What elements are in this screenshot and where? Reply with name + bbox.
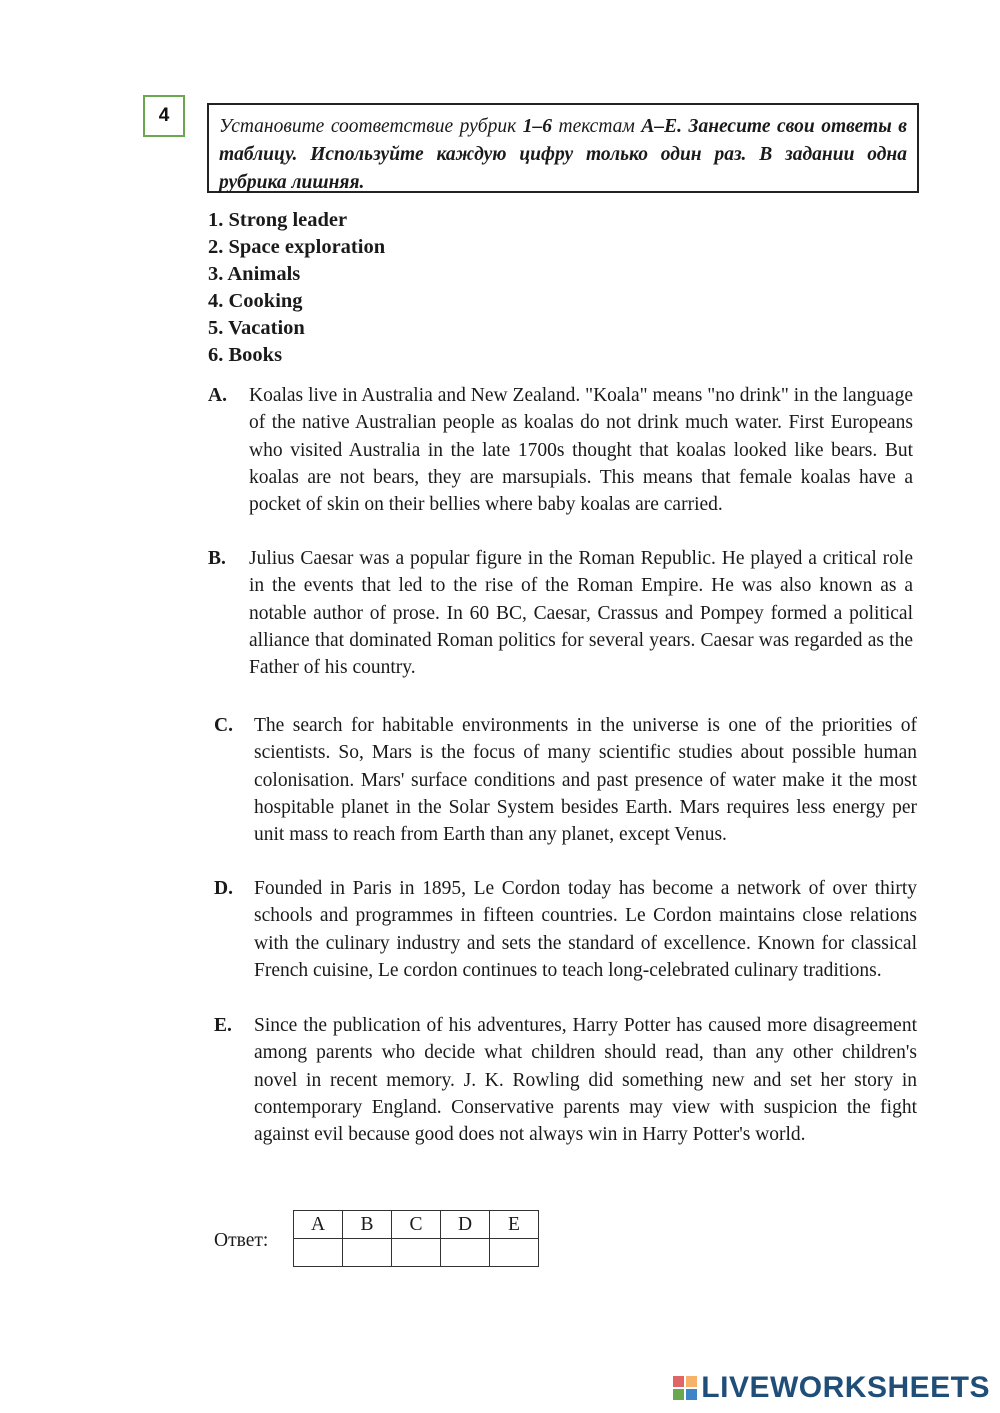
answer-header-e: E xyxy=(490,1211,539,1239)
logo-square xyxy=(673,1376,684,1387)
rubric-item: 2. Space exploration xyxy=(208,236,386,258)
answer-cell-e[interactable] xyxy=(490,1239,539,1267)
rubric-item: 3. Animals xyxy=(208,263,301,285)
answer-cell-c[interactable] xyxy=(392,1239,441,1267)
liveworksheets-logo-icon xyxy=(673,1376,697,1400)
instruction-text-2: текстам xyxy=(552,116,642,137)
text-letter: A. xyxy=(208,385,227,406)
answer-cell-a[interactable] xyxy=(294,1239,343,1267)
text-body: The search for habitable environments in the universe is one of the priorities of scientists. So, Mars is the focus of many scientific studies about possible human colonisation. Mars' surface conditions and past presence of water make it the most hospitable planet in the Solar System besides Earth. Mars requires less energy per unit mass to reach from Earth than any planet, except Venus. xyxy=(254,715,917,846)
text-letter: D. xyxy=(214,878,233,899)
answer-input-row xyxy=(294,1239,539,1267)
rubric-item: 5. Vacation xyxy=(208,317,305,339)
task-instruction xyxy=(207,103,919,193)
answer-header-c: C xyxy=(392,1211,441,1239)
rubric-item: 6. Books xyxy=(208,344,283,366)
logo-square xyxy=(686,1389,697,1400)
answer-table xyxy=(293,1210,539,1267)
text-body: Koalas live in Australia and New Zealand. "Koala" means "no drink" in the language of the native Australian people as koalas do not drink much water. First Europeans who visited Australia in the late 1700s thought that koalas looked like bears. But koalas are not bears, they are marsupials. This means that female koalas have a pocket of skin on their bellies where baby koalas are carried. xyxy=(249,385,913,516)
instruction-text-1: Установите соответствие рубрик xyxy=(219,116,523,137)
text-a xyxy=(208,382,913,518)
watermark-text: LIVEWORKSHEETS xyxy=(701,1371,990,1404)
answer-header-b: B xyxy=(343,1211,392,1239)
answer-cell-b[interactable] xyxy=(343,1239,392,1267)
instruction-range-2: А–Е xyxy=(641,116,678,137)
text-letter: B. xyxy=(208,548,226,569)
text-c xyxy=(214,712,917,848)
instruction-range-1: 1–6 xyxy=(522,116,553,137)
text-body: Julius Caesar was a popular figure in the Roman Republic. He played a critical role in the events that led to the rise of the Roman Empire. He was also known as a notable author of prose. In 60 BC, Caesar, Crassus and Pompey formed a political alliance that dominated Roman politics for several years. Caesar was regarded as the Father of his country. xyxy=(249,548,913,679)
text-letter: E. xyxy=(214,1015,232,1036)
answer-cell-d[interactable] xyxy=(441,1239,490,1267)
rubric-item: 4. Cooking xyxy=(208,290,303,312)
text-body: Since the publication of his adventures, Harry Potter has caused more disagreement among parents who decide what children should read, than any other children's novel in recent memory. J. K. Rowling did something new and set her story in contemporary England. Conservative parents may view with suspicion the fight against evil because good does not always win in Harry Potter's world. xyxy=(254,1015,917,1146)
rubric-list xyxy=(208,207,385,369)
answer-header-row xyxy=(294,1211,539,1239)
text-e xyxy=(214,1012,917,1148)
answer-header-d: D xyxy=(441,1211,490,1239)
text-letter: C. xyxy=(214,715,233,736)
logo-square xyxy=(686,1376,697,1387)
rubric-item: 1. Strong leader xyxy=(208,209,348,231)
instruction-text-3: . Занесите свои ответы в таблицу. Используйте каждую цифру только один раз. В задании одна рубрика лишняя. xyxy=(219,116,907,193)
text-b xyxy=(208,545,913,681)
task-number-box: 4 xyxy=(143,95,185,137)
liveworksheets-watermark xyxy=(673,1371,990,1405)
answer-label: Ответ: xyxy=(214,1230,269,1251)
text-body: Founded in Paris in 1895, Le Cordon today has become a network of over thirty schools and programmes in fifteen countries. Le Cordon maintains close relations with the culinary industry and sets the standard of excellence. Known for classical French cuisine, Le cordon continues to teach long-celebrated culinary traditions. xyxy=(254,878,917,981)
text-d xyxy=(214,875,917,984)
logo-square xyxy=(673,1389,684,1400)
answer-header-a: A xyxy=(294,1211,343,1239)
